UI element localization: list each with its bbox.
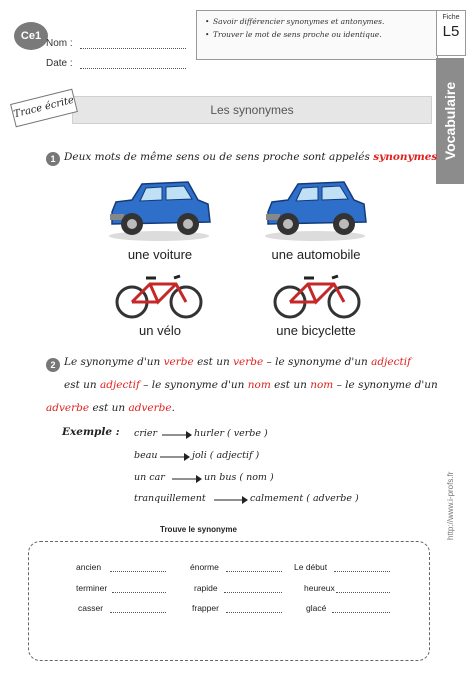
exercise-word: ancien [76,562,102,572]
answer-field[interactable] [226,571,282,572]
picture-label-3: un vélo [139,323,181,338]
rule-line-2 [64,379,438,391]
date-label: Date : [46,58,73,69]
picture-label-4: une bicyclette [276,323,356,338]
answer-field[interactable] [336,592,390,593]
car-icon [104,174,214,244]
name-field[interactable] [80,48,186,49]
rule-text: est un [92,402,126,414]
rule-text: – le synonyme d'un [266,356,368,368]
arrow-icon [162,431,192,439]
objective-1: • Savoir différencier synonymes et antonymes. [213,17,437,26]
objective-2: • Trouver le mot de sens proche ou identique. [213,30,437,39]
arrow-icon [160,453,190,461]
exercise-title: Trouve le synonyme [160,525,237,534]
rule-text: est un [64,379,97,391]
picture-label-2: une automobile [271,247,361,262]
rule-text: – le synonyme d'un [336,379,438,391]
example-label: Exemple : [62,426,120,438]
lesson-title: Les synonymes [72,96,432,124]
objectives-box [196,10,438,60]
example-from: beau [134,450,158,461]
point-1-keyword: synonymes [373,151,438,163]
answer-field[interactable] [224,592,282,593]
exercise-word: terminer [76,583,108,593]
point-1-number: 1 [46,152,60,166]
example-from: crier [134,428,158,439]
answer-field[interactable] [110,612,166,613]
bicycle-icon [114,270,204,320]
rule-line-3 [46,402,175,414]
arrow-icon [214,496,248,504]
rule-text: est un [197,356,230,368]
picture-label-1: une voiture [127,247,193,262]
rule-text: est un [274,379,307,391]
rule-keyword: adverbe [128,402,172,414]
rule-text: – le synonyme d'un [143,379,245,391]
example-to: hurler ( verbe ) [194,428,268,439]
rule-text: Le synonyme d'un [64,356,161,368]
rule-keyword: nom [247,379,271,391]
rule-text: . [171,402,175,414]
name-label: Nom : [46,38,73,49]
bicycle-icon [272,270,362,320]
footer-url: http://www.i-profs.fr [446,471,455,540]
point-1-text: Deux mots de même sens ou de sens proche sont appelés [64,151,370,163]
fiche-code: L5 [442,23,460,40]
example-to: joli ( adjectif ) [192,450,260,461]
answer-field[interactable] [112,592,166,593]
rule-keyword: nom [310,379,334,391]
level-badge: Ce1 [14,22,48,50]
subject-tab [436,58,464,184]
point-1-sentence [64,151,437,163]
rule-keyword: adjectif [371,356,411,368]
exercise-word: casser [78,603,104,613]
exercise-word: rapide [194,583,218,593]
rule-keyword: adjectif [100,379,140,391]
trace-label: Trace écrite [10,89,78,128]
answer-field[interactable] [332,612,390,613]
exercise-word: heureux [304,583,335,593]
rule-line-1 [64,356,411,368]
example-to: un bus ( nom ) [204,472,274,483]
example-from: un car [134,472,165,483]
exercise-word: glacé [306,603,327,613]
rule-keyword: verbe [163,356,194,368]
rule-keyword: verbe [233,356,264,368]
example-from: tranquillement [134,493,206,504]
rule-keyword: adverbe [46,402,90,414]
example-to: calmement ( adverbe ) [250,493,359,504]
exercise-word: énorme [190,562,219,572]
exercise-box [28,541,430,661]
arrow-icon [172,475,202,483]
fiche-box [436,10,466,56]
exercise-word: frapper [192,603,219,613]
exercise-word: Le début [294,562,328,572]
point-2-number: 2 [46,358,60,372]
subject-label: Vocabulaire [442,81,458,161]
date-field[interactable] [80,68,186,69]
answer-field[interactable] [226,612,282,613]
car-icon [260,174,370,244]
answer-field[interactable] [110,571,166,572]
answer-field[interactable] [334,571,390,572]
fiche-label: Fiche [442,14,460,21]
